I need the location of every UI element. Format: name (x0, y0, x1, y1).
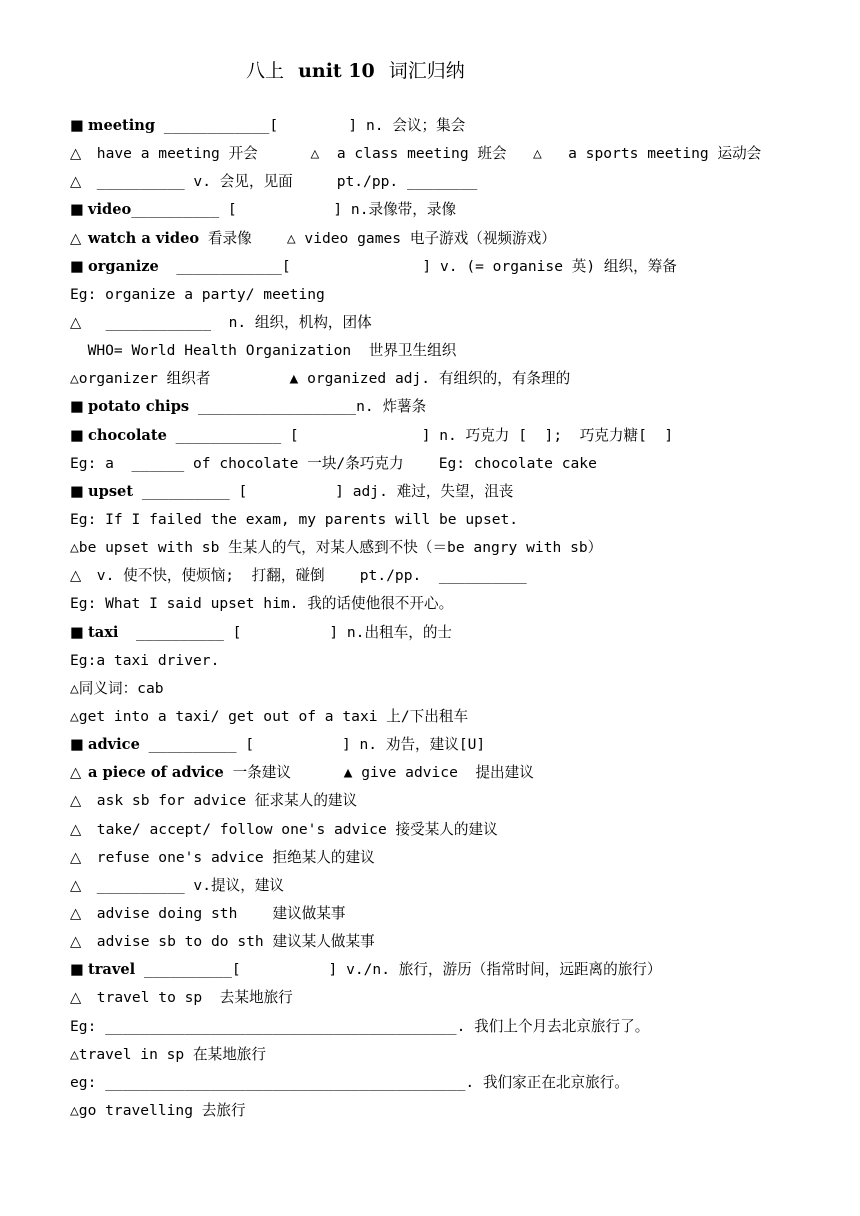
vocab-line (70, 1069, 830, 1097)
headword: meeting (88, 117, 156, 134)
headword: chocolate (88, 426, 167, 444)
line-text: △go travelling 去旅行 (70, 1101, 246, 1119)
vocab-line (70, 956, 830, 984)
vocab-line (70, 1097, 830, 1125)
line-text: ____________ [ ] n. 巧克力 [ ]; 巧克力糖[ ] (166, 426, 674, 444)
vocab-line (70, 590, 830, 618)
line-text: △同义词：cab (70, 679, 164, 697)
vocab-line (70, 759, 830, 787)
headword-bullet-icon: ■ (70, 257, 84, 275)
headword: potato chips (88, 398, 190, 416)
triangle-bullet-icon: △ (70, 792, 82, 810)
title-unit: unit 10 (298, 60, 375, 82)
triangle-bullet-icon: △ (70, 229, 82, 247)
vocabulary-list (70, 112, 830, 1125)
vocab-line (70, 675, 830, 703)
vocab-line (70, 281, 830, 309)
vocab-line (70, 393, 830, 421)
triangle-bullet-icon: △ (70, 933, 82, 951)
vocab-line (70, 365, 830, 393)
line-text: Eg: If I failed the exam, my parents will be upset. (70, 510, 519, 528)
line-text: refuse one's advice 拒绝某人的建议 (88, 848, 375, 866)
vocab-line (70, 619, 830, 647)
line-text: 看录像 △ video games 电子游戏（视频游戏） (199, 229, 556, 247)
triangle-bullet-icon: △ (70, 876, 82, 894)
title-suffix: 词汇归纳 (388, 60, 465, 82)
line-text: have a meeting 开会 △ a class meeting 班会 △ a sports meeting 运动会 (88, 145, 762, 163)
headword: taxi (88, 623, 119, 641)
vocab-line (70, 816, 830, 844)
triangle-bullet-icon: △ (70, 313, 82, 331)
vocab-line (70, 928, 830, 956)
headword-bullet-icon: ■ (70, 201, 84, 219)
title-prefix: 八上 (246, 60, 285, 82)
line-text: Eg: What I said upset him. 我的话使他很不开心。 (70, 595, 454, 613)
line-text: advise sb to do sth 建议某人做某事 (88, 933, 375, 951)
headword-bullet-icon: ■ (70, 117, 84, 134)
headword: organize (88, 257, 159, 275)
line-text: take/ accept/ follow one's advice 接受某人的建议 (88, 820, 498, 838)
vocab-line (70, 112, 830, 140)
line-text: 一条建议 ▲ give advice 提出建议 (223, 764, 534, 782)
triangle-bullet-icon: △ (70, 145, 82, 163)
line-text: v. 使不快，使烦恼; 打翻，碰倒 pt./pp. __________ (88, 567, 527, 585)
line-text: △be upset with sb 生某人的气，对某人感到不快（＝be angry with sb） (70, 539, 603, 557)
triangle-bullet-icon: △ (70, 764, 82, 782)
headword-bullet-icon: ■ (70, 482, 84, 500)
line-text: △get into a taxi/ get out of a taxi 上/下出租车 (70, 707, 469, 725)
line-text: Eg: a ______ of chocolate 一块/条巧克力 Eg: chocolate cake (70, 454, 597, 472)
vocab-line (70, 253, 830, 281)
line-text: __________ [ ] n.出租车，的士 (118, 623, 453, 641)
vocab-line (70, 703, 830, 731)
headword-bullet-icon: ■ (70, 398, 84, 416)
headword: travel (88, 961, 136, 979)
triangle-bullet-icon: △ (70, 173, 82, 191)
vocab-line (70, 900, 830, 928)
line-text: Eg:a taxi driver. (70, 651, 220, 669)
vocab-line (70, 450, 830, 478)
line-text: advise doing sth 建议做某事 (88, 904, 346, 922)
triangle-bullet-icon: △ (70, 848, 82, 866)
headword-bullet-icon: ■ (70, 961, 84, 979)
line-text: ____________[ ] n. 会议；集会 (155, 117, 466, 134)
line-text: __________[ ] v./n. 旅行，游历（指常时间，远距离的旅行） (135, 961, 662, 979)
vocab-line (70, 872, 830, 900)
line-text: ask sb for advice 征求某人的建议 (88, 792, 358, 810)
headword: watch a video (88, 229, 200, 247)
vocab-line (70, 787, 830, 815)
triangle-bullet-icon: △ (70, 989, 82, 1007)
headword: upset (88, 482, 134, 500)
vocab-line (70, 984, 830, 1012)
vocab-line (70, 731, 830, 759)
triangle-bullet-icon: △ (70, 904, 82, 922)
line-text: travel to sp 去某地旅行 (88, 989, 293, 1007)
headword: video (88, 201, 132, 219)
line-text: △organizer 组织者 ▲ organized adj. 有组织的，有条理的 (70, 370, 571, 388)
triangle-bullet-icon: △ (70, 820, 82, 838)
vocab-line (70, 337, 830, 365)
vocab-line (70, 478, 830, 506)
vocab-line (70, 225, 830, 253)
line-text: △travel in sp 在某地旅行 (70, 1045, 266, 1063)
vocab-line (70, 534, 830, 562)
vocab-line (70, 140, 830, 168)
line-text: WHO= World Health Organization 世界卫生组织 (70, 342, 457, 360)
vocab-line (70, 309, 830, 337)
headword-bullet-icon: ■ (70, 623, 84, 641)
headword: advice (88, 736, 140, 754)
headword-bullet-icon: ■ (70, 736, 84, 754)
vocab-line (70, 647, 830, 675)
line-text: ____________ n. 组织，机构，团体 (88, 313, 372, 331)
vocab-line (70, 1041, 830, 1069)
vocab-line (70, 196, 830, 224)
line-text: Eg: ________________________________________. 我们上个月去北京旅行了。 (70, 1017, 650, 1035)
line-text: Eg: organize a party/ meeting (70, 285, 325, 303)
line-text: ____________[ ] v. (= organise 英) 组织，筹备 (158, 257, 677, 275)
headword: a piece of advice (88, 764, 224, 782)
line-text: eg: _________________________________________. 我们家正在北京旅行。 (70, 1073, 629, 1091)
line-text: __________ v.提议，建议 (88, 876, 284, 894)
vocab-line (70, 506, 830, 534)
vocab-line (70, 562, 830, 590)
line-text: __________ [ ] n. 劝告，建议[U] (139, 736, 486, 754)
vocab-line (70, 844, 830, 872)
line-text: __________ [ ] adj. 难过，失望，沮丧 (133, 482, 514, 500)
headword-bullet-icon: ■ (70, 426, 84, 444)
vocab-line (70, 422, 830, 450)
line-text: __________________n. 炸薯条 (189, 398, 427, 416)
vocab-line (70, 168, 830, 196)
line-text: __________ [ ] n.录像带，录像 (131, 201, 457, 219)
vocab-line (70, 1013, 830, 1041)
triangle-bullet-icon: △ (70, 567, 82, 585)
line-text: __________ v. 会见，见面 pt./pp. ________ (88, 173, 478, 191)
